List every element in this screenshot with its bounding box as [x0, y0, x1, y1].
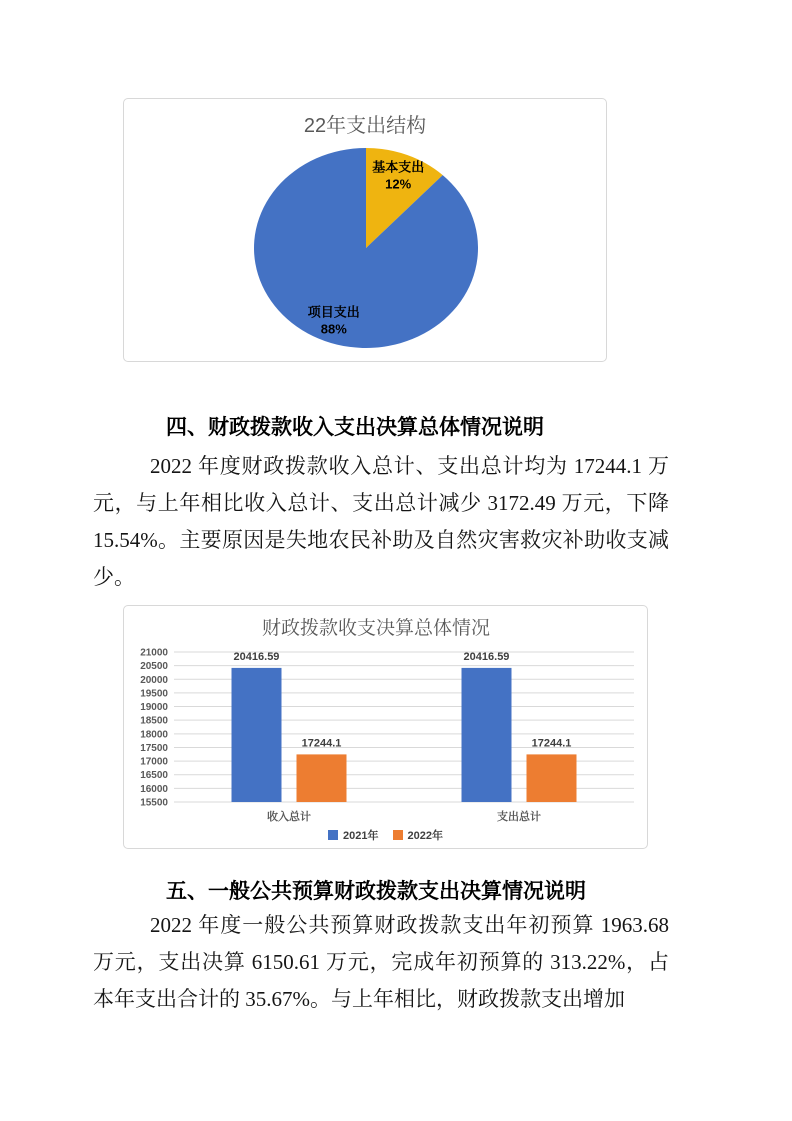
- y-axis-tick-label: 17000: [140, 756, 168, 768]
- pie-slice-label: 项目支出 88%: [307, 304, 360, 337]
- legend-item: [393, 827, 443, 843]
- y-axis-tick-label: 18000: [140, 729, 168, 741]
- section-4-paragraph: 2022 年度财政拨款收入总计、支出总计均为 17244.1 万元，与上年相比收入总计、支出总计减少 3172.49 万元，下降 15.54%。主要原因是失地农民补助及自然灾害救灾补助收支减少。: [93, 454, 669, 589]
- y-axis-tick-label: 19500: [140, 688, 168, 700]
- legend-label: 2021年: [343, 830, 379, 842]
- legend-item: [328, 827, 378, 843]
- bar-rect: [297, 754, 347, 802]
- pie-chart-title: 22年支出结构: [303, 115, 427, 137]
- bar-value-label: 20416.59: [233, 650, 280, 663]
- y-axis-tick-label: 20500: [140, 661, 168, 673]
- pie-chart: [124, 99, 606, 361]
- y-axis-tick-label: 19000: [140, 702, 168, 714]
- legend-label: 2022年: [407, 830, 443, 842]
- bar-rect: [462, 668, 512, 802]
- bar-chart-panel: [123, 605, 648, 849]
- y-axis-tick-label: 18500: [140, 715, 168, 727]
- y-axis-tick-label: 17500: [140, 742, 168, 754]
- y-axis-tick-label: 20000: [140, 674, 168, 686]
- section-5-paragraph: 2022 年度一般公共预算财政拨款支出年初预算 1963.68 万元，支出决算 6150.61 万元，完成年初预算的 313.22%，占本年支出合计的 35.67%。与上年相比，财政拨款支出增加: [93, 913, 669, 1011]
- x-axis-category-label: 支出总计: [497, 811, 541, 823]
- legend-swatch: [393, 830, 403, 840]
- bar-value-label: 17244.1: [301, 737, 342, 750]
- pie-chart-panel: [123, 98, 607, 362]
- bar-chart-legend: [124, 827, 647, 843]
- bar-value-label: 17244.1: [531, 737, 572, 750]
- bar-value-label: 20416.59: [463, 650, 510, 663]
- bar-rect: [232, 668, 282, 802]
- section-5-heading: 五、一般公共预算财政拨款支出决算情况说明: [166, 880, 586, 903]
- y-axis-tick-label: 21000: [140, 647, 168, 659]
- bar-chart: [124, 606, 647, 848]
- section-4-heading: 四、财政拨款收入支出决算总体情况说明: [166, 416, 544, 439]
- bar-rect: [527, 754, 577, 802]
- y-axis-tick-label: 16000: [140, 783, 168, 795]
- x-axis-category-label: 收入总计: [267, 811, 311, 823]
- legend-swatch: [328, 830, 338, 840]
- bar-chart-title: 财政拨款收支决算总体情况: [261, 618, 490, 639]
- y-axis-tick-label: 16500: [140, 770, 168, 782]
- y-axis-tick-label: 15500: [140, 797, 168, 809]
- pie-slice-label: 基本支出 12%: [372, 159, 425, 192]
